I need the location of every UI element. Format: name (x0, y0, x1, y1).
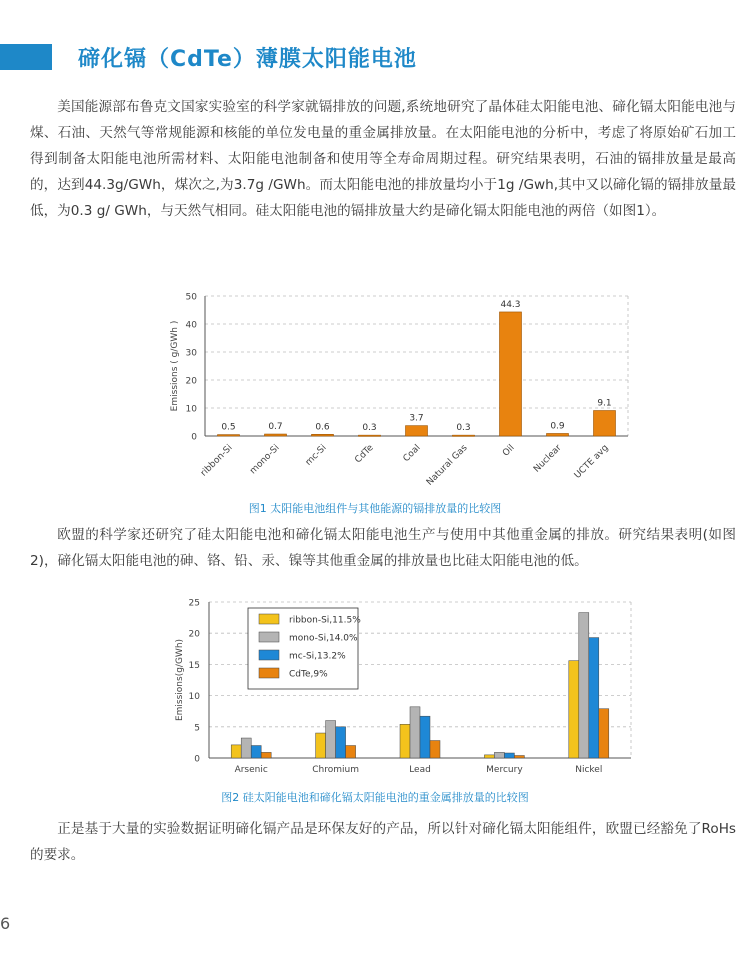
page-title: 碲化镉（CdTe）薄膜太阳能电池 (78, 47, 417, 72)
bar-lead-series-0 (400, 724, 410, 758)
x-tick-label: Coal (401, 443, 423, 465)
bar-lead-series-3 (430, 741, 440, 758)
x-tick-label: Lead (409, 765, 431, 775)
x-tick-label: Nickel (575, 765, 603, 775)
legend-entry: mc-Si,13.2% (289, 651, 346, 662)
bar-chromium-series-0 (316, 733, 326, 758)
bar-arsenic-series-3 (261, 752, 271, 758)
legend-swatch (259, 650, 279, 660)
bar-arsenic-series-0 (231, 745, 241, 758)
x-tick-label: CdTe (353, 443, 376, 466)
legend-swatch (259, 668, 279, 678)
bar-value-label: 0.9 (550, 421, 565, 432)
bar-nickel-series-2 (589, 638, 599, 758)
bar-arsenic-series-1 (241, 738, 251, 758)
x-tick-label: mono-Si (248, 443, 282, 477)
y-tick-label: 15 (188, 660, 200, 671)
chart-legend (248, 608, 361, 689)
bar-nickel-series-3 (599, 709, 609, 758)
bar-value-label: 0.6 (315, 422, 330, 433)
y-tick-label: 30 (185, 348, 197, 359)
x-tick-label: Oil (500, 443, 517, 459)
paragraph-eu-study: 欧盟的科学家还研究了硅太阳能电池和碲化镉太阳能电池生产与使用中其他重金属的排放。研究结果表明(如图2)，碲化镉太阳能电池的砷、铬、铅、汞、镍等其他重金属的排放量也比硅太阳能电池的低。 (30, 527, 736, 569)
bar-mercury-series-2 (504, 753, 514, 758)
bar-value-label: 9.1 (597, 398, 612, 409)
legend-entry: CdTe,9% (289, 669, 328, 680)
y-tick-label: 50 (185, 292, 197, 303)
bar-lead-series-2 (420, 716, 430, 758)
bar-value-label: 3.7 (409, 413, 424, 424)
figure-2-caption: 图2 硅太阳能电池和碲化镉太阳能电池的重金属排放量的比较图 (221, 791, 529, 804)
bar-nickel-series-0 (569, 661, 579, 758)
bar-arsenic-series-2 (251, 746, 261, 758)
bar-mercury-series-0 (484, 755, 494, 758)
x-tick-label: Nuclear (532, 443, 564, 475)
bar-value-label: 0.5 (221, 422, 236, 433)
bar-nickel-series-1 (579, 613, 589, 758)
bar-value-label: 0.3 (362, 423, 377, 434)
paragraph-conclusion: 正是基于大量的实验数据证明碲化镉产品是环保友好的产品，所以针对碲化镉太阳能组件，欧盟已经豁免了RoHs的要求。 (30, 821, 736, 863)
x-tick-label: Natural Gas (424, 443, 470, 488)
bar-chromium-series-1 (326, 721, 336, 758)
y-tick-label: 25 (188, 598, 200, 609)
x-tick-label: Arsenic (234, 765, 268, 775)
x-tick-label: ribbon-Si (199, 443, 235, 479)
x-tick-label: UCTE avg (572, 443, 611, 481)
figure-1-caption: 图1 太阳能电池组件与其他能源的镉排放量的比较图 (248, 502, 502, 515)
legend-entry: ribbon-Si,11.5% (289, 615, 361, 626)
paragraph-intro: 美国能源部布鲁克文国家实验室的科学家就镉排放的问题,系统地研究了晶体硅太阳能电池、碲化镉太阳能电池与煤、石油、天然气等常规能源和核能的单位发电量的重金属排放量。在太阳能电池的分析中，考虑了将原始矿石加工得到制备太阳能电池所需材料、太阳能电池制备和使用等全寿命周期过程。研究结果表明，石油的镉排放量是最高的，达到44.3g/GWh，煤次之,为3.7g /GWh。而太阳能电池的排放量均小于1g /Gwh,其中又以碲化镉的镉排放量最低，为0.3 g/ GWh，与天然气相同。硅太阳能电池的镉排放量大约是碲化镉太阳能电池的两倍（如图1）。 (30, 99, 736, 219)
y-tick-label: 10 (185, 404, 197, 415)
y-tick-label: 20 (188, 629, 200, 640)
bar-lead-series-1 (410, 707, 420, 758)
y-tick-label: 0 (191, 432, 197, 443)
y-axis-label: Emissions ( g/GWh ) (170, 320, 180, 412)
y-tick-label: 40 (185, 320, 197, 331)
bar-value-label: 0.3 (456, 423, 471, 434)
legend-swatch (259, 632, 279, 642)
y-axis-label: Emissions(g/GWh) (175, 638, 185, 722)
y-tick-label: 20 (185, 376, 197, 387)
y-tick-label: 10 (188, 692, 200, 703)
bar-value-label: 0.7 (268, 422, 283, 433)
legend-swatch (259, 614, 279, 624)
bar-mercury-series-1 (494, 752, 504, 758)
x-tick-label: Chromium (312, 765, 359, 775)
x-tick-label: Mercury (486, 765, 523, 775)
bar-chromium-series-2 (336, 727, 346, 758)
x-tick-label: mc-Si (303, 443, 329, 468)
bar-mercury-series-3 (514, 756, 524, 758)
page-number: 6 (0, 914, 11, 933)
y-tick-label: 5 (194, 723, 200, 734)
y-tick-label: 0 (194, 754, 200, 765)
bar-value-label: 44.3 (500, 299, 521, 310)
legend-entry: mono-Si,14.0% (289, 633, 358, 644)
bar-chromium-series-3 (346, 746, 356, 758)
